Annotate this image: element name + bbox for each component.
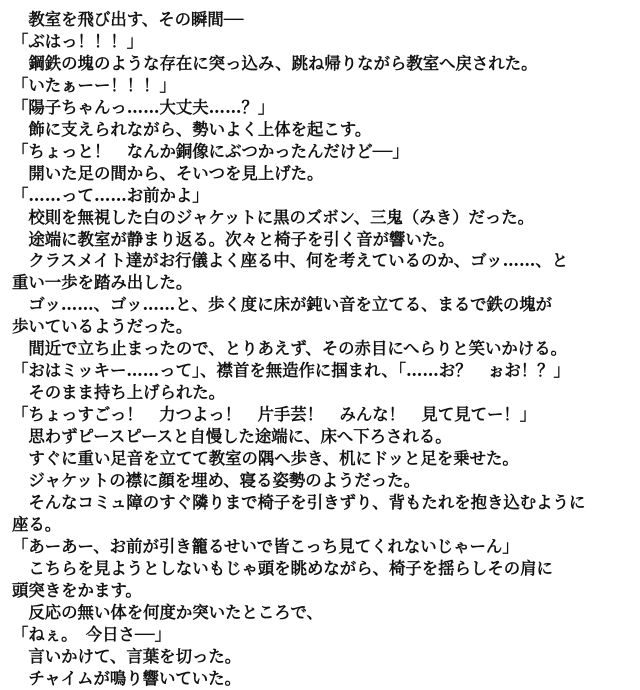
- text-line: クラスメイト達がお行儀よく座る中、何を考えているのか、ゴッ……、と: [12, 251, 569, 271]
- text-line: チャイムが鳴り響いていた。: [12, 668, 241, 688]
- text-line: 鋼鉄の塊のような存在に突っ込み、跳ね帰りながら教室へ戻された。: [12, 53, 538, 73]
- text-line: 「おはミッキー……って」、襟首を無造作に掴まれ、「……お？ ぉお！？」: [12, 361, 570, 381]
- text-line: 校則を無視した白のジャケットに黒のズボン、三鬼（みき）だった。: [12, 207, 535, 227]
- text-line: 座る。: [12, 514, 62, 534]
- text-line: 「ぶはっ！！！」: [12, 31, 144, 51]
- text-line: 飾に支えられながら、勢いよく上体を起こす。: [12, 119, 372, 139]
- text-line: こちらを見ようとしないもじゃ頭を眺めながら、椅子を揺らしその肩に: [12, 558, 553, 578]
- text-line: 「陽子ちゃんっ……大丈夫……？」: [12, 97, 275, 117]
- text-line: 頭突きをかます。: [12, 580, 142, 600]
- text-line: ジャケットの襟に顔を埋め、寝る姿勢のようだった。: [12, 471, 420, 491]
- text-line: そんなコミュ障のすぐ隣りまで椅子を引きずり、背もたれを抱き込むように: [12, 492, 586, 512]
- text-line: 歩いているようだった。: [12, 317, 193, 337]
- text-line: 途端に教室が静まり返る。次々と椅子を引く音が響いた。: [12, 229, 455, 249]
- text-line: 「……って……お前かよ」: [12, 185, 209, 205]
- text-line: 「ちょっすごっ！ 力つよっ！ 片手芸！ みんな！ 見て見てー！」: [12, 405, 537, 425]
- text-line: 反応の無い体を何度か突いたところで、: [12, 602, 323, 622]
- text-line: 教室を飛び出す、その瞬間──: [12, 10, 244, 29]
- text-line: すぐに重い足音を立てて教室の隅へ歩き、机にドッと足を乗せた。: [12, 449, 519, 469]
- text-line: 言いかけて、言葉を切った。: [12, 646, 242, 666]
- text-line: 間近で立ち止まったので、とりあえず、その赤目にへらりと笑いかける。: [12, 339, 567, 359]
- text-line: ゴッ……、ゴッ……と、歩く度に床が鈍い音を立てる、まるで鉄の塊が: [12, 295, 553, 315]
- text-line: 「ねぇ。 今日さ──」: [12, 624, 172, 644]
- text-line: そのまま持ち上げられた。: [12, 383, 226, 403]
- text-line: 思わずピースピースと自慢した途端に、床へ下ろされる。: [12, 427, 452, 447]
- text-line: 重い一歩を踏み出した。: [12, 273, 193, 293]
- text-line: 開いた足の間から、そいつを見上げた。: [12, 163, 324, 183]
- text-line: 「いたぁーー！！！」: [12, 75, 176, 95]
- text-line: 「ちょっと！ なんか銅像にぶつかったんだけど──」: [12, 141, 409, 161]
- text-line: 「あーあー、お前が引き籠るせいで皆こっち見てくれないじゃーん」: [12, 536, 519, 556]
